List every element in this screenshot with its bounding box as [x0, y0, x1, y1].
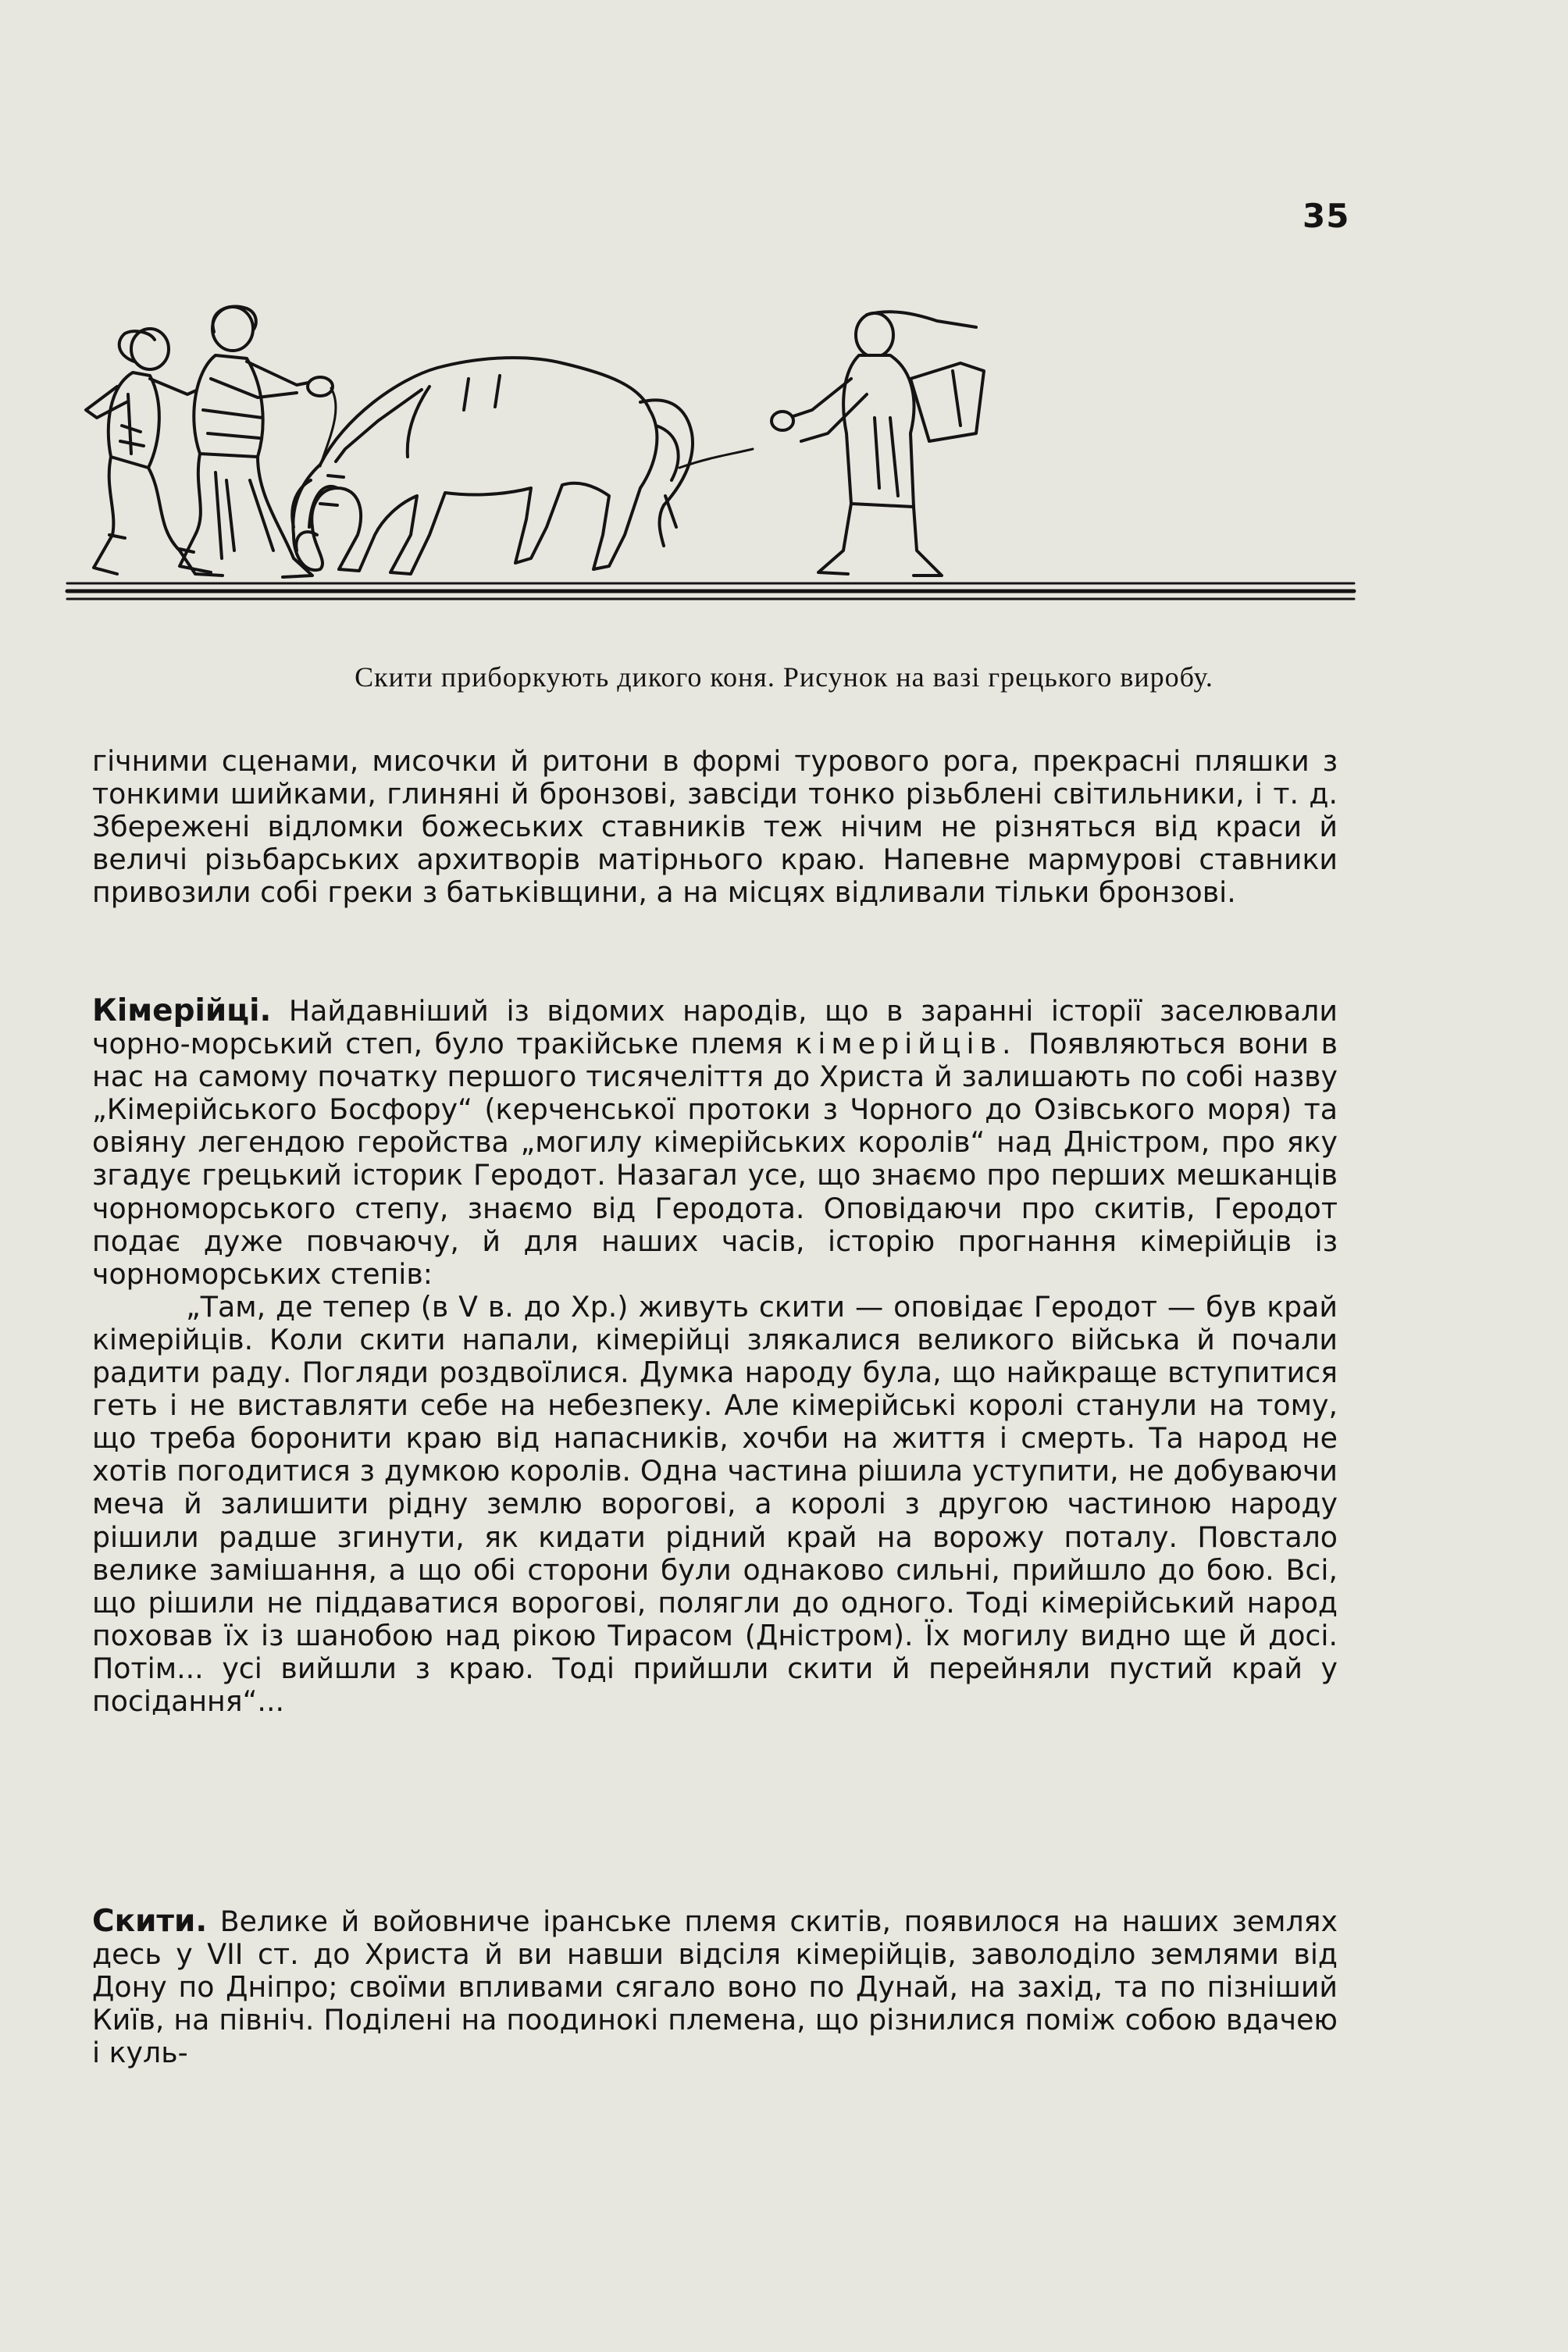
section-paragraph	[92, 1905, 1338, 2069]
paragraph-continuation	[92, 745, 1338, 909]
paragraph-text: гічними сценами, мисочки й ритони в формі турового рога, прекрасні пляшки з тонкими шийками, глиняні й бронзові, завсіди тонко різьблені світильники, і т. д. Збережені відломки божеських ставників теж нічим не різняться від краси й величі різьбарських архитворів матірнього краю. Напевне мармурові ставники привозили собі греки з батьківщини, а на місцях відливали тільки бронзові.	[92, 744, 1338, 910]
spaced-emphasis: кімерійців.	[795, 1027, 1017, 1061]
section-heading: Кімерійці.	[92, 993, 272, 1028]
section-text-b: Появляються вони в нас на самому початку першого тисячеліття до Христа й залишають по собі назву „Кімерійського Босфору“ (керченської протоки з Чорного до Озівського моря) та овіяну легендою геройства „могилу кімерійських королів“ над Дністром, про яку згадує грецький історик Геродот. Назагал усе, що знаємо про перших мешканців чорноморського степу, знаємо від Геродота. Оповідаючи про скитів, Геродот подає дуже повчаючу, й для наших часів, історію прогнання кімерійців із чорноморських степів:	[92, 1027, 1338, 1291]
scythian-figure-right	[772, 312, 984, 576]
figure-caption: Скити приборкують дикого коня. Рисунок на вазі грецького виробу.	[355, 661, 1213, 693]
illustration	[62, 301, 1359, 613]
page-number: 35	[1303, 197, 1350, 235]
section-text: Велике й войовниче іранське племя скитів, появилося на наших землях десь у VII ст. до Христа й ви навши відсіля кімерійців, заволоділо землями від Дону по Дніпро; своїми впливами сягало воно по Дунай, на захід, та по пізніший Київ, на північ. Поділені на поодинокі племена, що різнилися поміж собою вдачею і куль-	[92, 1905, 1338, 2070]
wild-horse	[292, 358, 693, 574]
scythians-horse-drawing	[62, 301, 1359, 613]
section-heading: Скити.	[92, 1904, 208, 1939]
section-paragraph	[92, 995, 1338, 1291]
section-text-a: Найдавніший із відомих народів, що в заранні історії заселювали чорно-морський степ, було тракійське племя	[92, 994, 1338, 1061]
section-skyty	[92, 1905, 1338, 2069]
section-kimeriytsi	[92, 995, 1338, 1718]
herodotus-quote: „Там, де тепер (в V в. до Хр.) живуть скити — оповідає Геродот — був край кімерійців. Коли скити напали, кімерійці злякалися великого війська й почали радити раду. Погляди роздвоїлися. Думка народу була, що найкраще вступитися геть і не виставляти себе на небезпеку. Але кімерійські королі станули на тому, що треба боронити краю від напасників, хочби на життя і смерть. Та народ не хотів погодитися з думкою королів. Одна частина рішила уступити, не добуваючи меча й залишити рідну землю ворогові, а королі з другою частиною народу рішили радше згинути, як кидати рідний край на ворожу поталу. Повстало велике замішання, а що обі сторони були однаково сильні, прийшло до бою. Всі, що рішили не піддаватися ворогові, полягли до одного. Тоді кімерійський народ поховав їх із шанобою над рікою Тирасом (Дністром). Їх могилу видно ще й досі. Потім... усі вийшли з краю. Тоді прийшли скити й перейняли пустий край у посідання“...	[92, 1289, 1338, 1718]
